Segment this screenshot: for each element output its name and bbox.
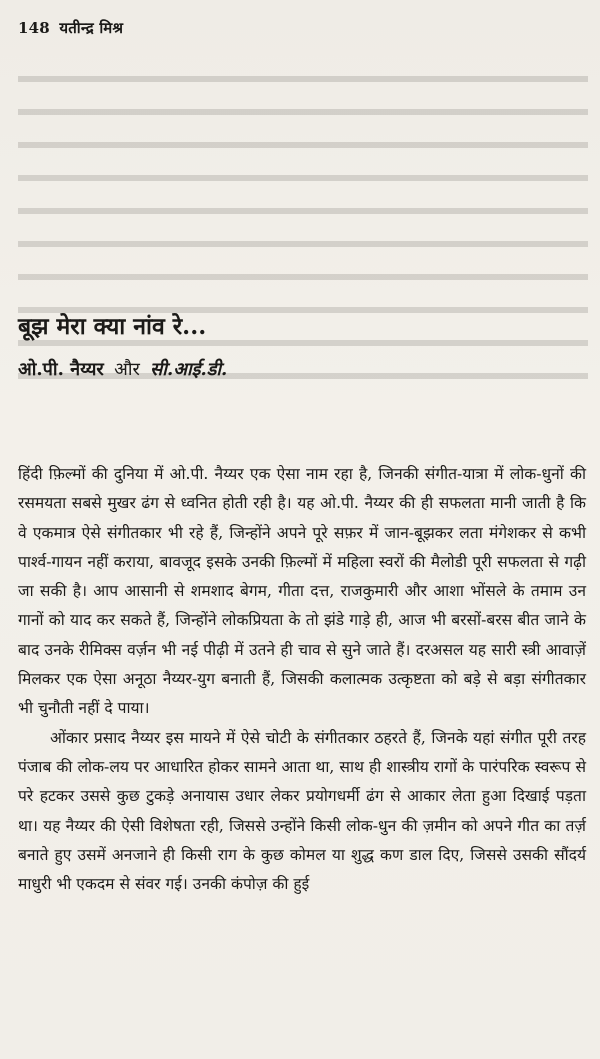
subtitle-joiner: और	[114, 359, 140, 380]
show-through-text	[18, 62, 588, 402]
running-title: यतीन्द्र मिश्र	[59, 19, 124, 37]
paragraph-1: हिंदी फ़िल्मों की दुनिया में ओ.पी. नैय्यर एक ऐसा नाम रहा है, जिनकी संगीत-यात्रा में लोक-धुनों की रसमयता सबसे मुखर ढंग से ध्वनित होती रही है। यह ओ.पी. नैय्यर की ही सफलता मानी जाती है कि वे एकमात्र ऐसे संगीतकार भी रहे हैं, जिन्होंने अपने पूरे सफ़र में जान-बूझकर लता मंगेशकर से कभी पार्श्व-गायन नहीं कराया, बावजूद इसके उनकी फ़िल्मों में महिला स्वरों की मैलोडी पूरी सफलता से गढ़ी जा सकी है। आप आसानी से शमशाद बेगम, गीता दत्त, राजकुमारी और आशा भोंसले के तमाम उन गानों को याद कर सकते हैं, जिन्होंने लोकप्रियता के तो झंडे गाड़े ही, आज भी बरसों-बरस बीत जाने के बाद उनके रीमिक्स वर्ज़न भी नई पीढ़ी में उतने ही चाव से सुने जाते हैं। दरअसल यह सारी स्त्री आवाज़ें मिलकर एक ऐसा अनूठा नैय्यर-युग बनाती हैं, जिसकी कलात्मक उत्कृष्टता को बड़े से बड़ा संगीतकार भी चुनौती नहीं दे पाया।	[18, 465, 586, 718]
running-header	[18, 18, 123, 38]
page-number: 148	[18, 19, 50, 37]
chapter-title: बूझ मेरा क्या नांव रे...	[18, 313, 207, 340]
chapter-subtitle	[18, 358, 227, 382]
subtitle-name: ओ.पी. नैय्यर	[18, 359, 104, 380]
paragraph-2: ओंकार प्रसाद नैय्यर इस मायने में ऐसे चोटी के संगीतकार ठहरते हैं, जिनके यहां संगीत पूरी तरह पंजाब की लोक-लय पर आधारित होकर सामने आता था, साथ ही शास्त्रीय रागों के पारंपरिक स्वरूप से परे हटकर उससे कुछ टुकड़े अनायास उधार लेकर प्रयोगधर्मी ढंग से आकार लेता हुआ दिखाई पड़ता था। यह नैय्यर की ऐसी विशेषता रही, जिससे उन्होंने किसी लोक-धुन की ज़मीन को अपने गीत का तर्ज़ बनाते हुए उसमें अनजाने ही किसी राग के कुछ कोमल या शुद्ध कण डाल दिए, जिससे उसकी सौंदर्य माधुरी भी एकदम से संवर गई। उनकी कंपोज़ की हुई	[18, 728, 586, 894]
subtitle-film: सी.आई.डी.	[150, 359, 228, 380]
body-text	[18, 460, 586, 899]
